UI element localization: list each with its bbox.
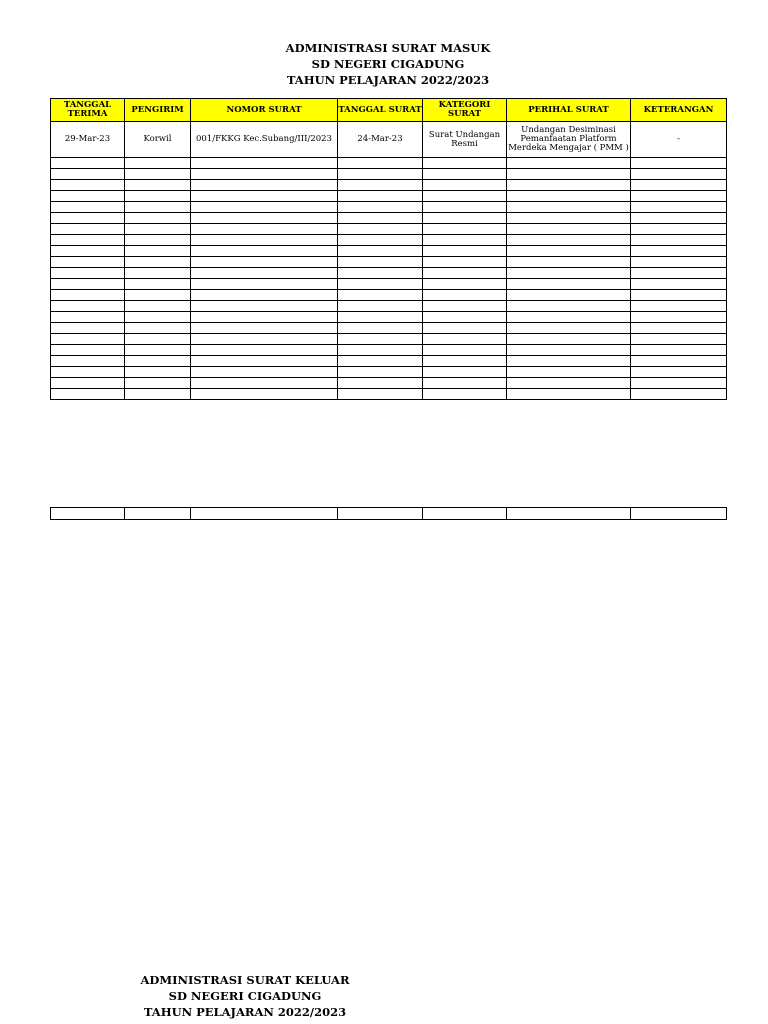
empty-cell bbox=[51, 290, 125, 301]
empty-cell bbox=[191, 334, 338, 345]
empty-cell bbox=[338, 323, 423, 334]
empty-cell bbox=[51, 246, 125, 257]
empty-cell bbox=[423, 345, 507, 356]
empty-cell bbox=[631, 290, 727, 301]
empty-table-row bbox=[51, 378, 727, 389]
empty-cell bbox=[631, 378, 727, 389]
empty-cell bbox=[191, 508, 338, 520]
empty-cell bbox=[125, 389, 191, 400]
column-header-kategori-surat: KATEGORI SURAT bbox=[423, 99, 507, 122]
column-header-nomor-surat: NOMOR SURAT bbox=[191, 99, 338, 122]
empty-cell bbox=[51, 180, 125, 191]
empty-cell bbox=[631, 356, 727, 367]
title-line-3: TAHUN PELAJARAN 2022/2023 bbox=[286, 73, 490, 87]
empty-cell bbox=[51, 169, 125, 180]
empty-cell bbox=[191, 367, 338, 378]
empty-cell bbox=[631, 301, 727, 312]
empty-cell bbox=[338, 345, 423, 356]
column-header-tanggal-terima: TANGGAL TERIMA bbox=[51, 99, 125, 122]
empty-cell bbox=[338, 169, 423, 180]
empty-cell bbox=[125, 356, 191, 367]
empty-table-row bbox=[51, 268, 727, 279]
empty-cell bbox=[51, 334, 125, 345]
empty-cell bbox=[338, 279, 423, 290]
empty-cell bbox=[191, 235, 338, 246]
empty-cell bbox=[507, 202, 631, 213]
empty-cell bbox=[507, 191, 631, 202]
empty-cell bbox=[191, 279, 338, 290]
empty-cell bbox=[423, 268, 507, 279]
empty-cell bbox=[125, 290, 191, 301]
empty-cell bbox=[423, 508, 507, 520]
empty-cell bbox=[51, 202, 125, 213]
empty-table-row bbox=[51, 169, 727, 180]
empty-cell bbox=[51, 389, 125, 400]
empty-cell bbox=[423, 224, 507, 235]
empty-cell bbox=[507, 257, 631, 268]
empty-cell bbox=[423, 356, 507, 367]
empty-cell bbox=[507, 312, 631, 323]
empty-cell bbox=[51, 301, 125, 312]
empty-cell bbox=[423, 257, 507, 268]
empty-cell bbox=[191, 191, 338, 202]
empty-table-row bbox=[51, 345, 727, 356]
empty-cell bbox=[191, 356, 338, 367]
empty-cell bbox=[338, 224, 423, 235]
empty-cell bbox=[507, 290, 631, 301]
empty-cell bbox=[631, 235, 727, 246]
empty-cell bbox=[507, 180, 631, 191]
empty-cell bbox=[507, 224, 631, 235]
empty-table-row bbox=[51, 334, 727, 345]
empty-cell bbox=[51, 191, 125, 202]
empty-table-row bbox=[51, 246, 727, 257]
empty-cell bbox=[423, 290, 507, 301]
empty-cell bbox=[631, 508, 727, 520]
empty-cell bbox=[51, 257, 125, 268]
empty-cell bbox=[507, 345, 631, 356]
empty-cell bbox=[507, 334, 631, 345]
empty-table-row bbox=[51, 367, 727, 378]
empty-cell bbox=[338, 268, 423, 279]
empty-cell bbox=[51, 268, 125, 279]
empty-cell bbox=[423, 312, 507, 323]
empty-table-row bbox=[51, 257, 727, 268]
empty-cell bbox=[507, 246, 631, 257]
empty-cell bbox=[125, 169, 191, 180]
empty-cell bbox=[338, 508, 423, 520]
empty-cell bbox=[338, 202, 423, 213]
incoming-mail-title bbox=[50, 40, 726, 88]
empty-cell bbox=[191, 213, 338, 224]
cell-nomor-surat: 001/FKKG Kec.Subang/III/2023 bbox=[191, 122, 338, 158]
empty-cell bbox=[338, 257, 423, 268]
empty-cell bbox=[338, 191, 423, 202]
empty-table-row bbox=[51, 191, 727, 202]
empty-table-row bbox=[51, 213, 727, 224]
empty-cell bbox=[423, 191, 507, 202]
empty-cell bbox=[125, 323, 191, 334]
empty-cell bbox=[338, 356, 423, 367]
empty-cell bbox=[191, 202, 338, 213]
empty-cell bbox=[423, 323, 507, 334]
empty-cell bbox=[507, 378, 631, 389]
outgoing-mail-table bbox=[50, 507, 727, 520]
empty-cell bbox=[191, 312, 338, 323]
empty-cell bbox=[125, 345, 191, 356]
empty-cell bbox=[423, 158, 507, 169]
empty-cell bbox=[338, 235, 423, 246]
empty-cell bbox=[631, 246, 727, 257]
empty-cell bbox=[507, 158, 631, 169]
title-line-2: SD NEGERI CIGADUNG bbox=[311, 57, 465, 71]
empty-cell bbox=[338, 301, 423, 312]
empty-cell bbox=[631, 180, 727, 191]
empty-table-row bbox=[51, 279, 727, 290]
empty-cell bbox=[51, 224, 125, 235]
outgoing-mail-title bbox=[130, 972, 360, 1020]
empty-cell bbox=[423, 367, 507, 378]
footer-title-line-3: TAHUN PELAJARAN 2022/2023 bbox=[143, 1005, 347, 1019]
empty-table-row bbox=[51, 224, 727, 235]
empty-cell bbox=[631, 202, 727, 213]
empty-cell bbox=[191, 345, 338, 356]
empty-cell bbox=[631, 323, 727, 334]
empty-table-row bbox=[51, 508, 727, 520]
empty-cell bbox=[51, 279, 125, 290]
empty-cell bbox=[507, 367, 631, 378]
empty-cell bbox=[191, 389, 338, 400]
column-header-keterangan: KETERANGAN bbox=[631, 99, 727, 122]
empty-cell bbox=[423, 378, 507, 389]
empty-cell bbox=[507, 213, 631, 224]
empty-cell bbox=[631, 312, 727, 323]
empty-cell bbox=[507, 235, 631, 246]
empty-cell bbox=[125, 312, 191, 323]
empty-cell bbox=[125, 378, 191, 389]
empty-cell bbox=[631, 257, 727, 268]
empty-cell bbox=[125, 268, 191, 279]
cell-kategori-surat: Surat Undangan Resmi bbox=[423, 122, 507, 158]
table-header-row bbox=[51, 99, 727, 122]
incoming-mail-table bbox=[50, 98, 727, 400]
footer-title-line-2: SD NEGERI CIGADUNG bbox=[168, 989, 322, 1003]
empty-cell bbox=[631, 224, 727, 235]
empty-table-row bbox=[51, 158, 727, 169]
empty-cell bbox=[51, 323, 125, 334]
empty-cell bbox=[423, 246, 507, 257]
empty-cell bbox=[191, 180, 338, 191]
empty-cell bbox=[125, 224, 191, 235]
empty-cell bbox=[191, 224, 338, 235]
table-row bbox=[51, 122, 727, 158]
cell-keterangan: - bbox=[631, 122, 727, 158]
empty-cell bbox=[338, 312, 423, 323]
column-header-perihal-surat: PERIHAL SURAT bbox=[507, 99, 631, 122]
column-header-pengirim: PENGIRIM bbox=[125, 99, 191, 122]
empty-cell bbox=[631, 158, 727, 169]
empty-cell bbox=[125, 301, 191, 312]
empty-cell bbox=[51, 378, 125, 389]
empty-cell bbox=[631, 169, 727, 180]
empty-cell bbox=[191, 301, 338, 312]
empty-cell bbox=[631, 367, 727, 378]
empty-cell bbox=[338, 246, 423, 257]
empty-cell bbox=[125, 279, 191, 290]
empty-cell bbox=[338, 378, 423, 389]
empty-cell bbox=[125, 213, 191, 224]
empty-cell bbox=[125, 158, 191, 169]
empty-cell bbox=[51, 158, 125, 169]
empty-cell bbox=[423, 279, 507, 290]
empty-cell bbox=[423, 213, 507, 224]
empty-cell bbox=[631, 279, 727, 290]
empty-cell bbox=[338, 180, 423, 191]
column-header-tanggal-surat: TANGGAL SURAT bbox=[338, 99, 423, 122]
empty-cell bbox=[631, 334, 727, 345]
empty-cell bbox=[191, 290, 338, 301]
empty-cell bbox=[338, 389, 423, 400]
empty-cell bbox=[51, 235, 125, 246]
empty-cell bbox=[507, 389, 631, 400]
empty-cell bbox=[125, 202, 191, 213]
empty-cell bbox=[423, 235, 507, 246]
empty-cell bbox=[507, 323, 631, 334]
cell-pengirim: Korwil bbox=[125, 122, 191, 158]
empty-cell bbox=[631, 213, 727, 224]
empty-cell bbox=[125, 367, 191, 378]
empty-cell bbox=[191, 378, 338, 389]
empty-table-row bbox=[51, 180, 727, 191]
cell-tanggal-terima: 29-Mar-23 bbox=[51, 122, 125, 158]
empty-table-row bbox=[51, 301, 727, 312]
empty-cell bbox=[507, 268, 631, 279]
empty-cell bbox=[423, 169, 507, 180]
empty-cell bbox=[51, 508, 125, 520]
empty-cell bbox=[51, 213, 125, 224]
empty-cell bbox=[338, 290, 423, 301]
empty-table-row bbox=[51, 290, 727, 301]
empty-cell bbox=[631, 345, 727, 356]
empty-cell bbox=[191, 246, 338, 257]
empty-cell bbox=[338, 158, 423, 169]
empty-table-row bbox=[51, 356, 727, 367]
empty-cell bbox=[51, 345, 125, 356]
title-line-1: ADMINISTRASI SURAT MASUK bbox=[285, 41, 491, 55]
footer-title-line-1: ADMINISTRASI SURAT KELUAR bbox=[140, 973, 350, 987]
empty-cell bbox=[423, 301, 507, 312]
empty-cell bbox=[191, 158, 338, 169]
empty-cell bbox=[51, 312, 125, 323]
empty-table-row bbox=[51, 202, 727, 213]
empty-cell bbox=[423, 202, 507, 213]
empty-cell bbox=[125, 257, 191, 268]
empty-cell bbox=[125, 191, 191, 202]
empty-cell bbox=[338, 213, 423, 224]
empty-cell bbox=[191, 257, 338, 268]
empty-cell bbox=[507, 508, 631, 520]
cell-perihal-surat: Undangan Desiminasi Pemanfaatan Platform Merdeka Mengajar ( PMM ) bbox=[507, 122, 631, 158]
empty-cell bbox=[125, 235, 191, 246]
empty-cell bbox=[507, 301, 631, 312]
empty-cell bbox=[191, 268, 338, 279]
empty-cell bbox=[507, 279, 631, 290]
empty-cell bbox=[423, 389, 507, 400]
empty-cell bbox=[125, 180, 191, 191]
empty-cell bbox=[125, 246, 191, 257]
empty-cell bbox=[191, 169, 338, 180]
empty-cell bbox=[51, 367, 125, 378]
empty-cell bbox=[631, 268, 727, 279]
empty-cell bbox=[191, 323, 338, 334]
cell-tanggal-surat: 24-Mar-23 bbox=[338, 122, 423, 158]
empty-table-row bbox=[51, 235, 727, 246]
empty-cell bbox=[423, 334, 507, 345]
empty-table-row bbox=[51, 312, 727, 323]
empty-cell bbox=[125, 508, 191, 520]
empty-cell bbox=[507, 169, 631, 180]
empty-table-row bbox=[51, 323, 727, 334]
empty-cell bbox=[631, 191, 727, 202]
empty-cell bbox=[338, 334, 423, 345]
empty-cell bbox=[51, 356, 125, 367]
empty-cell bbox=[507, 356, 631, 367]
empty-cell bbox=[125, 334, 191, 345]
empty-cell bbox=[631, 389, 727, 400]
empty-cell bbox=[423, 180, 507, 191]
empty-cell bbox=[338, 367, 423, 378]
empty-table-row bbox=[51, 389, 727, 400]
